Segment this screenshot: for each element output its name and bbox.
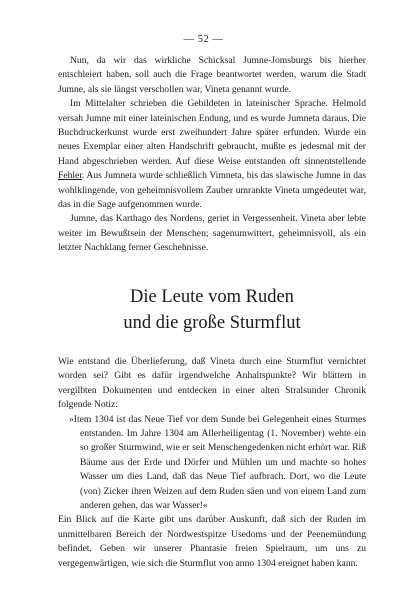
chapter-heading — [58, 284, 366, 336]
paragraph: Jumne, das Karthago des Nordens, geriet in Vergessenheit. Vineta aber lebte weiter im Bewußtsein der Menschen; sagenumwittert, geheimnisvoll, als ein letzter Nachklang ferner Geschehnisse. — [58, 213, 366, 254]
paragraph-text: Im Mittelalter schrieben die Gebildeten in lateinischer Sprache. Helmold versah Jumne mit einer lateinischen Endung, und es wurde Jumneta daraus. Die Buchdruckerkunst wurde erst zweihundert Jahre später erfunden. Wurde ein neues Exemplar einer alten Handschrift gebraucht, mußte es jedesmal mit der Hand abgeschrieben werden. Auf diese Weise entstanden oft sinnentstellende — [58, 98, 366, 167]
heading-line-1: Die Leute vom Ruden — [130, 287, 294, 307]
paragraph: Ein Blick auf die Karte gibt uns darüber Auskunft, daß sich der Ruden im unmittelbaren Bereich der Nordwestspitze Usedoms und der Peenemündung befindet. Geben wir unserer Phantasie freien Spielraum, um uns zu vergegenwärtigen, wie sich die Sturmflut von anno 1304 ereignet haben kann. — [58, 514, 366, 569]
heading-line-2: und die große Sturmflut — [123, 313, 301, 333]
text-section-intro — [58, 54, 366, 256]
chronicle-quote — [58, 413, 366, 514]
underlined-word: Fehler — [58, 170, 82, 182]
paragraph — [58, 97, 366, 212]
page-number: — 52 — — [183, 34, 224, 45]
paragraph-text: . Aus Jumneta wurde schließlich Vimneta, bis das slawische Jumne in das wohlklingende, von geheimnisvollem Zauber umrankte Vineta umgedeutet war, das in die Sage aufgenommen wurde. — [58, 170, 366, 211]
paragraph: Wie entstand die Überlieferung, daß Vineta durch eine Sturmflut vernichtet worden sei? Gibt es dafür irgendwelche Anhaltspunkte? Wir blättern in vergilbten Dokumenten und entdecken in einer alten Stralsunder Chronik folgende Notiz: — [58, 356, 366, 411]
quote-text: »Item 1304 ist das Neue Tief vor dem Sunde bei Gelegenheit eines Sturmes entstanden. Im Jahre 1304 am Allerheiligentag (1. November) wehte ein so großer Sturmwind, wie er seit Menschengedenken nicht erhört war. Riß Bäume aus der Erde und Dörfer und Mühlen um und machte so hohes Wasser um dies Land, daß das Neue Tief aufbrach. Dort, wo die Leute (von) Zicker ihren Weizen auf dem Ruden säen und von einem Land zum anderen gehen, das war Wasser!« — [69, 413, 366, 512]
paragraph: Nun, da wir das wirkliche Schicksal Jumne-Jomsburgs bis hierher entschleiert haben, soll auch die Frage beantwortet werden, warum die Stadt Jumne, als sie längst verschollen war, Vineta genannt wurde. — [58, 55, 366, 95]
text-section-sturmflut — [58, 355, 366, 571]
